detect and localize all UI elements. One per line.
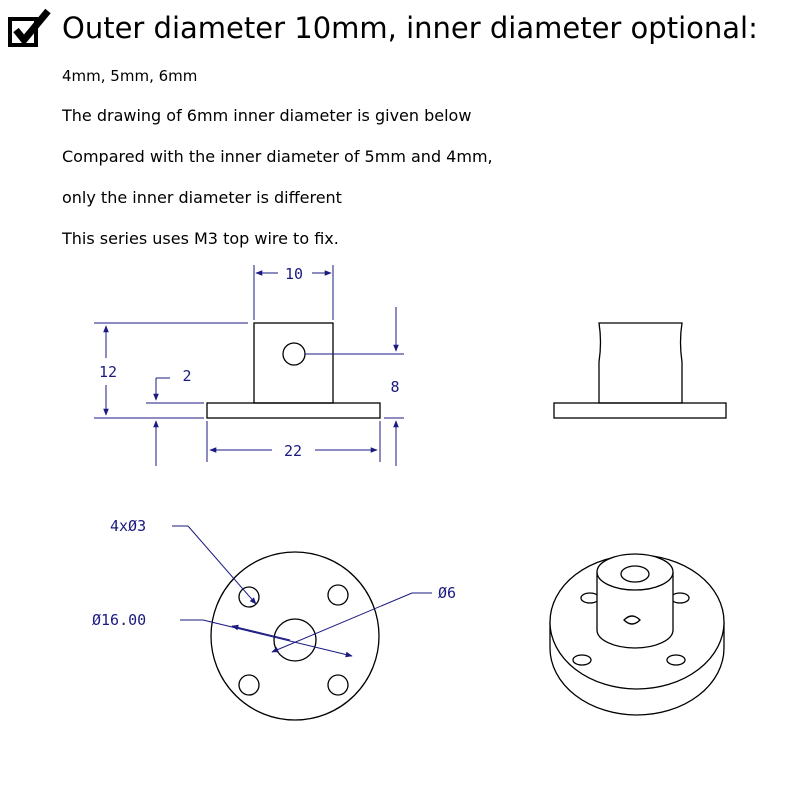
dimension-top-width: 10	[284, 265, 304, 283]
dimension-side-height: 8	[390, 378, 400, 396]
front-view	[207, 323, 380, 418]
dimension-holes: 4xØ3	[110, 517, 147, 535]
dimension-base-width: 22	[283, 442, 303, 460]
fixing-note: This series uses M3 top wire to fix.	[62, 229, 339, 248]
comparison-note: Compared with the inner diameter of 5mm and 4mm,	[62, 147, 493, 166]
dimension-total-height: 12	[98, 363, 118, 381]
side-view	[554, 323, 726, 418]
drawing-note: The drawing of 6mm inner diameter is given below	[62, 106, 472, 125]
size-options: 4mm, 5mm, 6mm	[62, 67, 198, 85]
isometric-view	[550, 554, 724, 715]
dimension-flange-thickness: 2	[182, 367, 192, 385]
dimension-bore: Ø6	[438, 584, 457, 602]
dimension-flange-diameter: Ø16.00	[92, 611, 147, 629]
difference-note: only the inner diameter is different	[62, 188, 342, 207]
page-title: Outer diameter 10mm, inner diameter optional:	[62, 11, 758, 45]
top-view	[211, 552, 379, 720]
front-view-dimensions	[94, 265, 404, 466]
